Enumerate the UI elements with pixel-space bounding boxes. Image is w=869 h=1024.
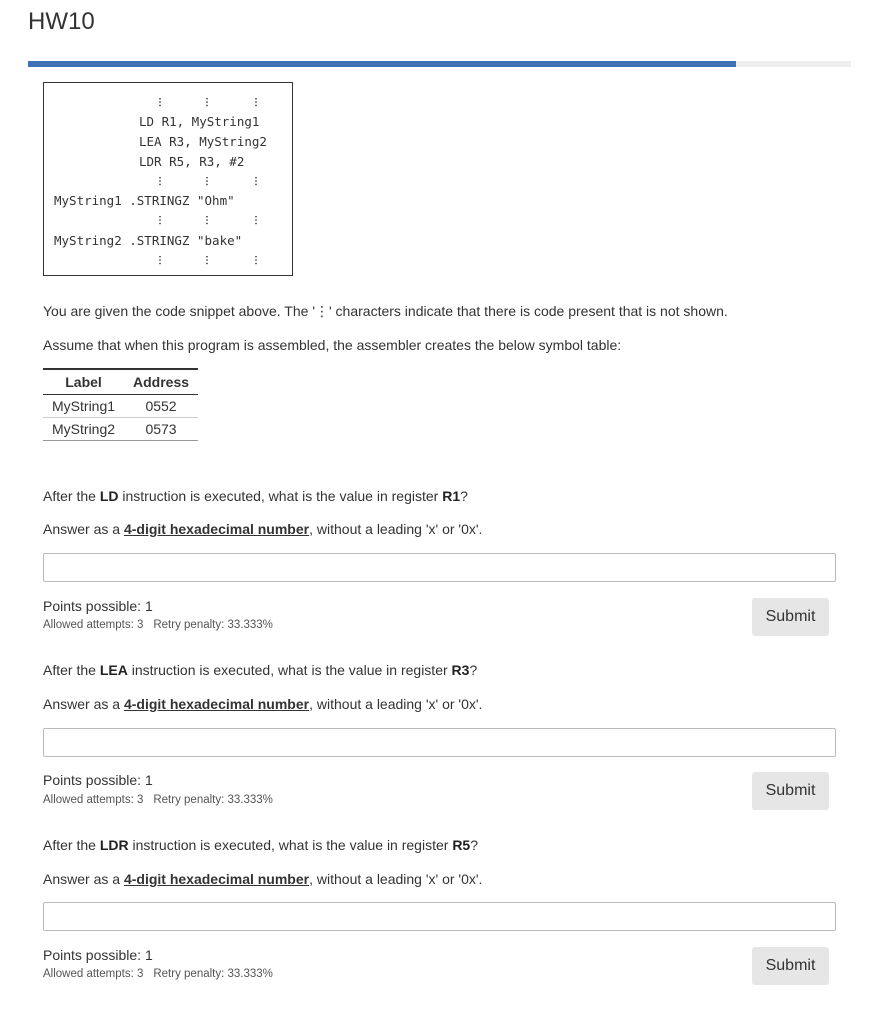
question-3-prompt: After the LDR instruction is executed, what is the value in register R5? xyxy=(43,837,479,853)
question-1-answer-input[interactable] xyxy=(43,553,836,582)
table-cell-address: 0573 xyxy=(124,418,198,441)
question-3-hint: Answer as a 4-digit hexadecimal number, without a leading 'x' or '0x'. xyxy=(43,871,483,887)
question-1-prompt: After the LD instruction is executed, what is the value in register R1? xyxy=(43,488,468,504)
vertical-ellipsis-icon xyxy=(159,97,161,107)
question-2-hint: Answer as a 4-digit hexadecimal number, without a leading 'x' or '0x'. xyxy=(43,696,483,712)
page-title: HW10 xyxy=(28,8,95,35)
question-1-hint: Answer as a 4-digit hexadecimal number, without a leading 'x' or '0x'. xyxy=(43,521,483,537)
table-cell-label: MyString1 xyxy=(43,395,124,418)
vertical-ellipsis-icon xyxy=(159,176,161,186)
code-line-mystring1: MyString1 .STRINGZ "Ohm" xyxy=(54,193,235,208)
symbol-table-intro: Assume that when this program is assembled, the assembler creates the below symbol table: xyxy=(43,337,622,353)
table-row xyxy=(43,395,198,418)
question-2-submit-button[interactable]: Submit xyxy=(752,772,829,810)
table-row xyxy=(43,418,198,441)
question-1-submit-button[interactable]: Submit xyxy=(752,598,829,636)
question-3-attempt-info: Allowed attempts: 3 Retry penalty: 33.333% xyxy=(43,968,273,980)
question-1-points: Points possible: 1 xyxy=(43,598,153,614)
vertical-ellipsis-icon xyxy=(206,97,208,107)
code-line-ld: LD R1, MyString1 xyxy=(139,114,260,129)
question-2-points: Points possible: 1 xyxy=(43,772,153,788)
vertical-ellipsis-icon xyxy=(255,215,257,225)
vertical-ellipsis-icon xyxy=(206,215,208,225)
code-snippet xyxy=(43,82,293,276)
question-3-answer-input[interactable] xyxy=(43,902,836,931)
column-header-label: Label xyxy=(43,369,124,395)
column-header-address: Address xyxy=(124,369,198,395)
table-cell-label: MyString2 xyxy=(43,418,124,441)
code-line-mystring2: MyString2 .STRINGZ "bake" xyxy=(54,233,243,248)
vertical-ellipsis-icon xyxy=(159,215,161,225)
progress-bar-fill xyxy=(28,61,736,67)
question-3-points: Points possible: 1 xyxy=(43,947,153,963)
progress-bar xyxy=(28,61,851,67)
table-cell-address: 0552 xyxy=(124,395,198,418)
vertical-ellipsis-icon xyxy=(206,255,208,265)
question-2-answer-input[interactable] xyxy=(43,728,836,757)
question-2-attempt-info: Allowed attempts: 3 Retry penalty: 33.333% xyxy=(43,794,273,806)
intro-paragraph: You are given the code snippet above. The '⋮' characters indicate that there is code present that is not shown. xyxy=(43,303,728,319)
vertical-ellipsis-icon xyxy=(255,176,257,186)
question-3-submit-button[interactable]: Submit xyxy=(752,947,829,985)
vertical-ellipsis-icon xyxy=(159,255,161,265)
code-line-ldr: LDR R5, R3, #2 xyxy=(139,154,245,169)
vertical-ellipsis-icon xyxy=(206,176,208,186)
question-2-prompt: After the LEA instruction is executed, what is the value in register R3? xyxy=(43,662,478,678)
vertical-ellipsis-icon xyxy=(255,255,257,265)
symbol-table xyxy=(43,368,198,441)
vertical-ellipsis-icon xyxy=(255,97,257,107)
code-line-lea: LEA R3, MyString2 xyxy=(139,134,267,149)
question-1-attempt-info: Allowed attempts: 3 Retry penalty: 33.333% xyxy=(43,619,273,631)
